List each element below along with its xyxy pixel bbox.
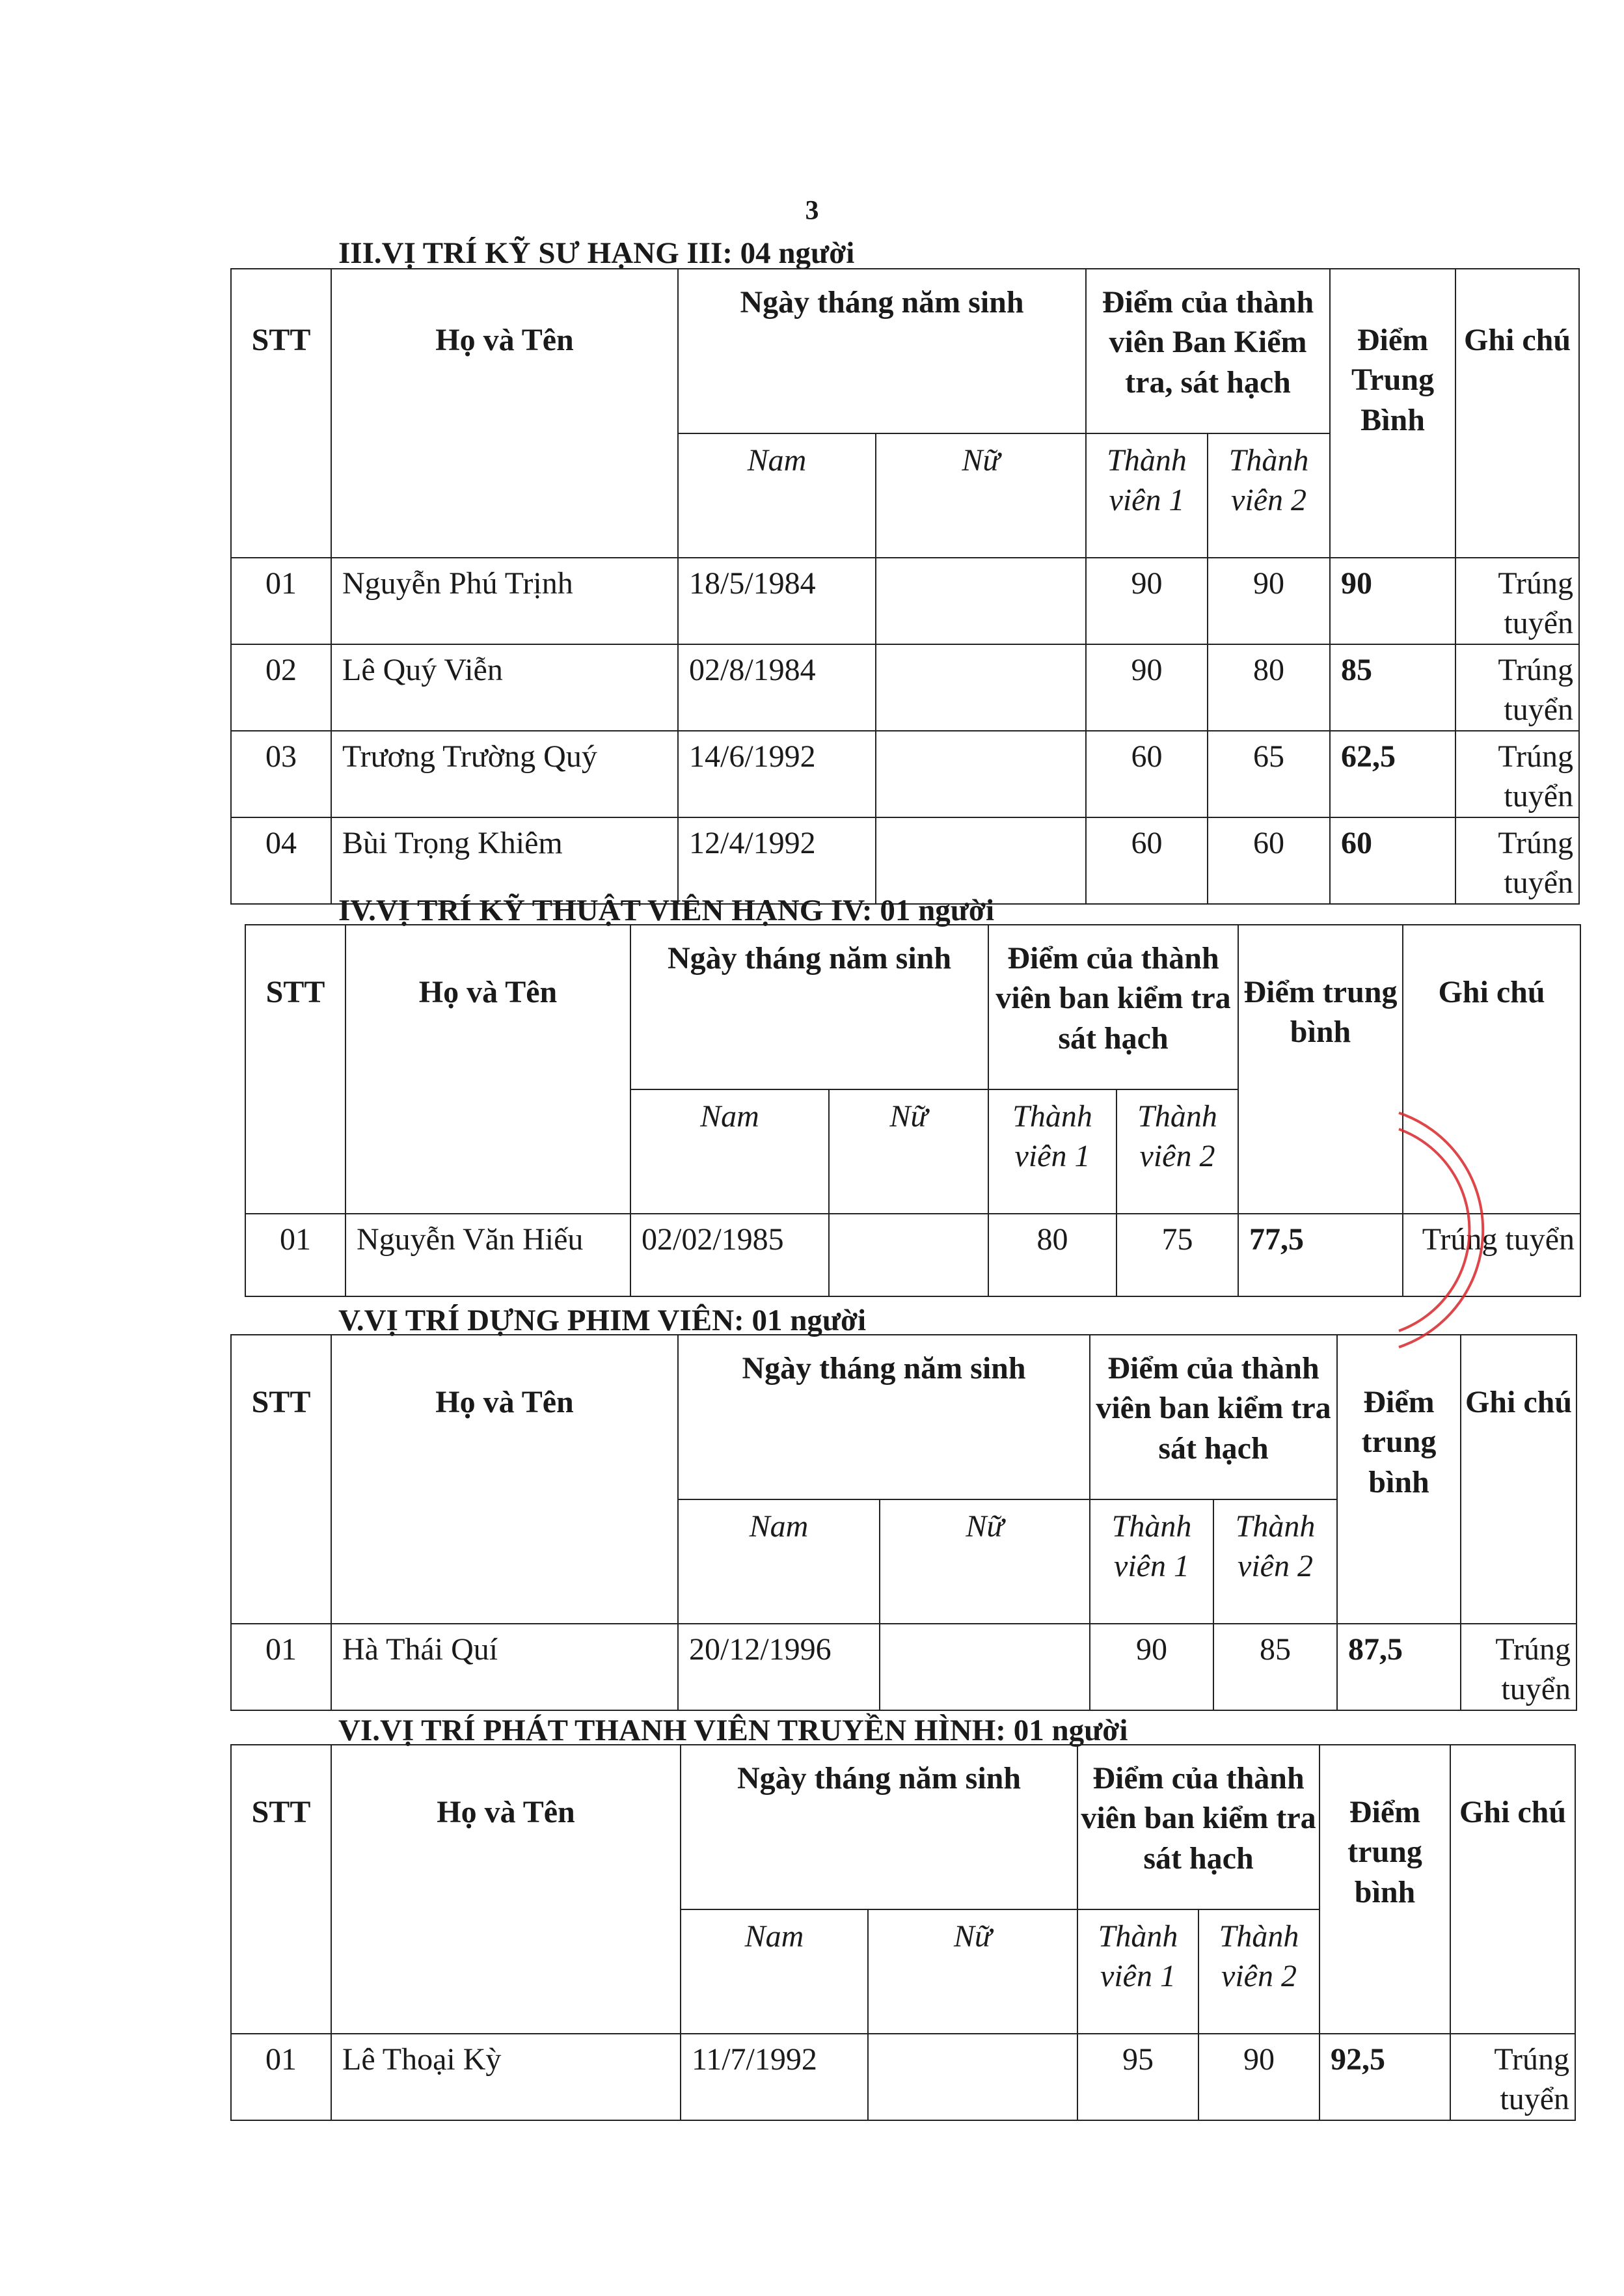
cell-dob: 12/4/1992 <box>678 817 876 904</box>
header-female: Nữ <box>829 1089 988 1214</box>
cell-stt: 01 <box>231 2034 331 2120</box>
cell-member-1: 90 <box>1086 558 1208 644</box>
header-male: Nam <box>630 1089 829 1214</box>
table-row <box>231 1624 1577 1710</box>
header-female: Nữ <box>876 433 1086 558</box>
header-member-1: Thành viên 1 <box>1090 1499 1213 1624</box>
cell-member-1: 90 <box>1090 1624 1213 1710</box>
header-dob: Ngày tháng năm sinh <box>681 1745 1077 1909</box>
header-name: Họ và Tên <box>331 1745 681 2034</box>
header-member-scores: Điểm của thành viên Ban Kiểm tra, sát hạch <box>1086 269 1330 433</box>
header-member-2: Thành viên 2 <box>1198 1909 1320 2034</box>
header-stt: STT <box>245 925 345 1214</box>
header-stt: STT <box>231 1745 331 2034</box>
header-member-1: Thành viên 1 <box>1077 1909 1198 2034</box>
cell-stt: 03 <box>231 731 331 817</box>
cell-member-1: 95 <box>1077 2034 1198 2120</box>
table-row <box>231 2034 1575 2120</box>
cell-name: Lê Thoại Kỳ <box>331 2034 681 2120</box>
cell-dob: 11/7/1992 <box>681 2034 868 2120</box>
cell-member-1: 80 <box>988 1214 1116 1296</box>
header-member-1: Thành viên 1 <box>1086 433 1208 558</box>
header-average: Điểm trung bình <box>1238 925 1403 1214</box>
cell-stt: 01 <box>231 1624 331 1710</box>
table-section-v <box>230 1334 1577 1711</box>
header-male: Nam <box>678 1499 880 1624</box>
cell-female <box>876 817 1086 904</box>
header-note: Ghi chú <box>1455 269 1579 558</box>
cell-stt: 01 <box>231 558 331 644</box>
cell-name: Hà Thái Quí <box>331 1624 678 1710</box>
page-number: 3 <box>805 196 819 226</box>
header-average: Điểm trung bình <box>1337 1335 1461 1624</box>
section-title-v: V.VỊ TRÍ DỰNG PHIM VIÊN: 01 người <box>338 1304 867 1337</box>
cell-average: 60 <box>1330 817 1455 904</box>
header-member-2: Thành viên 2 <box>1116 1089 1238 1214</box>
table-row <box>231 558 1579 644</box>
header-female: Nữ <box>868 1909 1077 2034</box>
header-note: Ghi chú <box>1450 1745 1575 2034</box>
header-male: Nam <box>681 1909 868 2034</box>
cell-stt: 04 <box>231 817 331 904</box>
cell-stt: 01 <box>245 1214 345 1296</box>
cell-female <box>829 1214 988 1296</box>
header-average: Điểm Trung Bình <box>1330 269 1455 558</box>
cell-note: Trúng tuyển <box>1461 1624 1577 1710</box>
cell-female <box>876 558 1086 644</box>
cell-female <box>876 644 1086 731</box>
header-name: Họ và Tên <box>345 925 630 1214</box>
cell-dob: 20/12/1996 <box>678 1624 880 1710</box>
cell-dob: 14/6/1992 <box>678 731 876 817</box>
header-member-2: Thành viên 2 <box>1213 1499 1337 1624</box>
cell-member-2: 65 <box>1208 731 1330 817</box>
table-row <box>231 731 1579 817</box>
cell-note: Trúng tuyển <box>1403 1214 1580 1296</box>
table-row <box>231 644 1579 731</box>
cell-name: Trương Trường Quý <box>331 731 678 817</box>
cell-note: Trúng tuyển <box>1450 2034 1575 2120</box>
cell-average: 87,5 <box>1337 1624 1461 1710</box>
cell-member-2: 75 <box>1116 1214 1238 1296</box>
header-note: Ghi chú <box>1461 1335 1577 1624</box>
header-stt: STT <box>231 1335 331 1624</box>
cell-average: 92,5 <box>1320 2034 1450 2120</box>
cell-member-2: 90 <box>1198 2034 1320 2120</box>
header-member-1: Thành viên 1 <box>988 1089 1116 1214</box>
cell-name: Nguyễn Văn Hiếu <box>345 1214 630 1296</box>
cell-dob: 02/02/1985 <box>630 1214 829 1296</box>
header-stt: STT <box>231 269 331 558</box>
cell-member-1: 60 <box>1086 817 1208 904</box>
section-title-iii: III.VỊ TRÍ KỸ SƯ HẠNG III: 04 người <box>338 236 855 270</box>
header-member-scores: Điểm của thành viên ban kiểm tra sát hạch <box>1090 1335 1337 1499</box>
header-female: Nữ <box>880 1499 1090 1624</box>
cell-female <box>880 1624 1090 1710</box>
cell-female <box>868 2034 1077 2120</box>
header-male: Nam <box>678 433 876 558</box>
cell-female <box>876 731 1086 817</box>
cell-stt: 02 <box>231 644 331 731</box>
cell-note: Trúng tuyển <box>1455 817 1579 904</box>
header-member-scores: Điểm của thành viên ban kiểm tra sát hạch <box>988 925 1238 1089</box>
cell-member-1: 60 <box>1086 731 1208 817</box>
table-section-iii <box>230 268 1580 905</box>
cell-member-2: 60 <box>1208 817 1330 904</box>
section-title-iv: IV.VỊ TRÍ KỸ THUẬT VIÊN HẠNG IV: 01 người <box>338 894 994 927</box>
cell-dob: 18/5/1984 <box>678 558 876 644</box>
cell-note: Trúng tuyển <box>1455 558 1579 644</box>
header-average: Điểm trung bình <box>1320 1745 1450 2034</box>
header-dob: Ngày tháng năm sinh <box>678 269 1086 433</box>
cell-member-2: 90 <box>1208 558 1330 644</box>
header-dob: Ngày tháng năm sinh <box>678 1335 1090 1499</box>
table-section-vi <box>230 1744 1576 2121</box>
cell-average: 85 <box>1330 644 1455 731</box>
cell-average: 77,5 <box>1238 1214 1403 1296</box>
header-name: Họ và Tên <box>331 269 678 558</box>
cell-note: Trúng tuyển <box>1455 731 1579 817</box>
cell-average: 62,5 <box>1330 731 1455 817</box>
section-title-vi: VI.VỊ TRÍ PHÁT THANH VIÊN TRUYỀN HÌNH: 01 người <box>338 1714 1128 1747</box>
cell-name: Lê Quý Viễn <box>331 644 678 731</box>
header-member-2: Thành viên 2 <box>1208 433 1330 558</box>
table-row <box>245 1214 1580 1296</box>
header-name: Họ và Tên <box>331 1335 678 1624</box>
header-member-scores: Điểm của thành viên ban kiểm tra sát hạch <box>1077 1745 1320 1909</box>
cell-member-2: 80 <box>1208 644 1330 731</box>
cell-member-2: 85 <box>1213 1624 1337 1710</box>
header-dob: Ngày tháng năm sinh <box>630 925 988 1089</box>
header-note: Ghi chú <box>1403 925 1580 1214</box>
table-row <box>231 817 1579 904</box>
cell-dob: 02/8/1984 <box>678 644 876 731</box>
cell-name: Bùi Trọng Khiêm <box>331 817 678 904</box>
cell-member-1: 90 <box>1086 644 1208 731</box>
cell-note: Trúng tuyển <box>1455 644 1579 731</box>
table-section-iv <box>245 924 1581 1297</box>
cell-average: 90 <box>1330 558 1455 644</box>
cell-name: Nguyễn Phú Trịnh <box>331 558 678 644</box>
